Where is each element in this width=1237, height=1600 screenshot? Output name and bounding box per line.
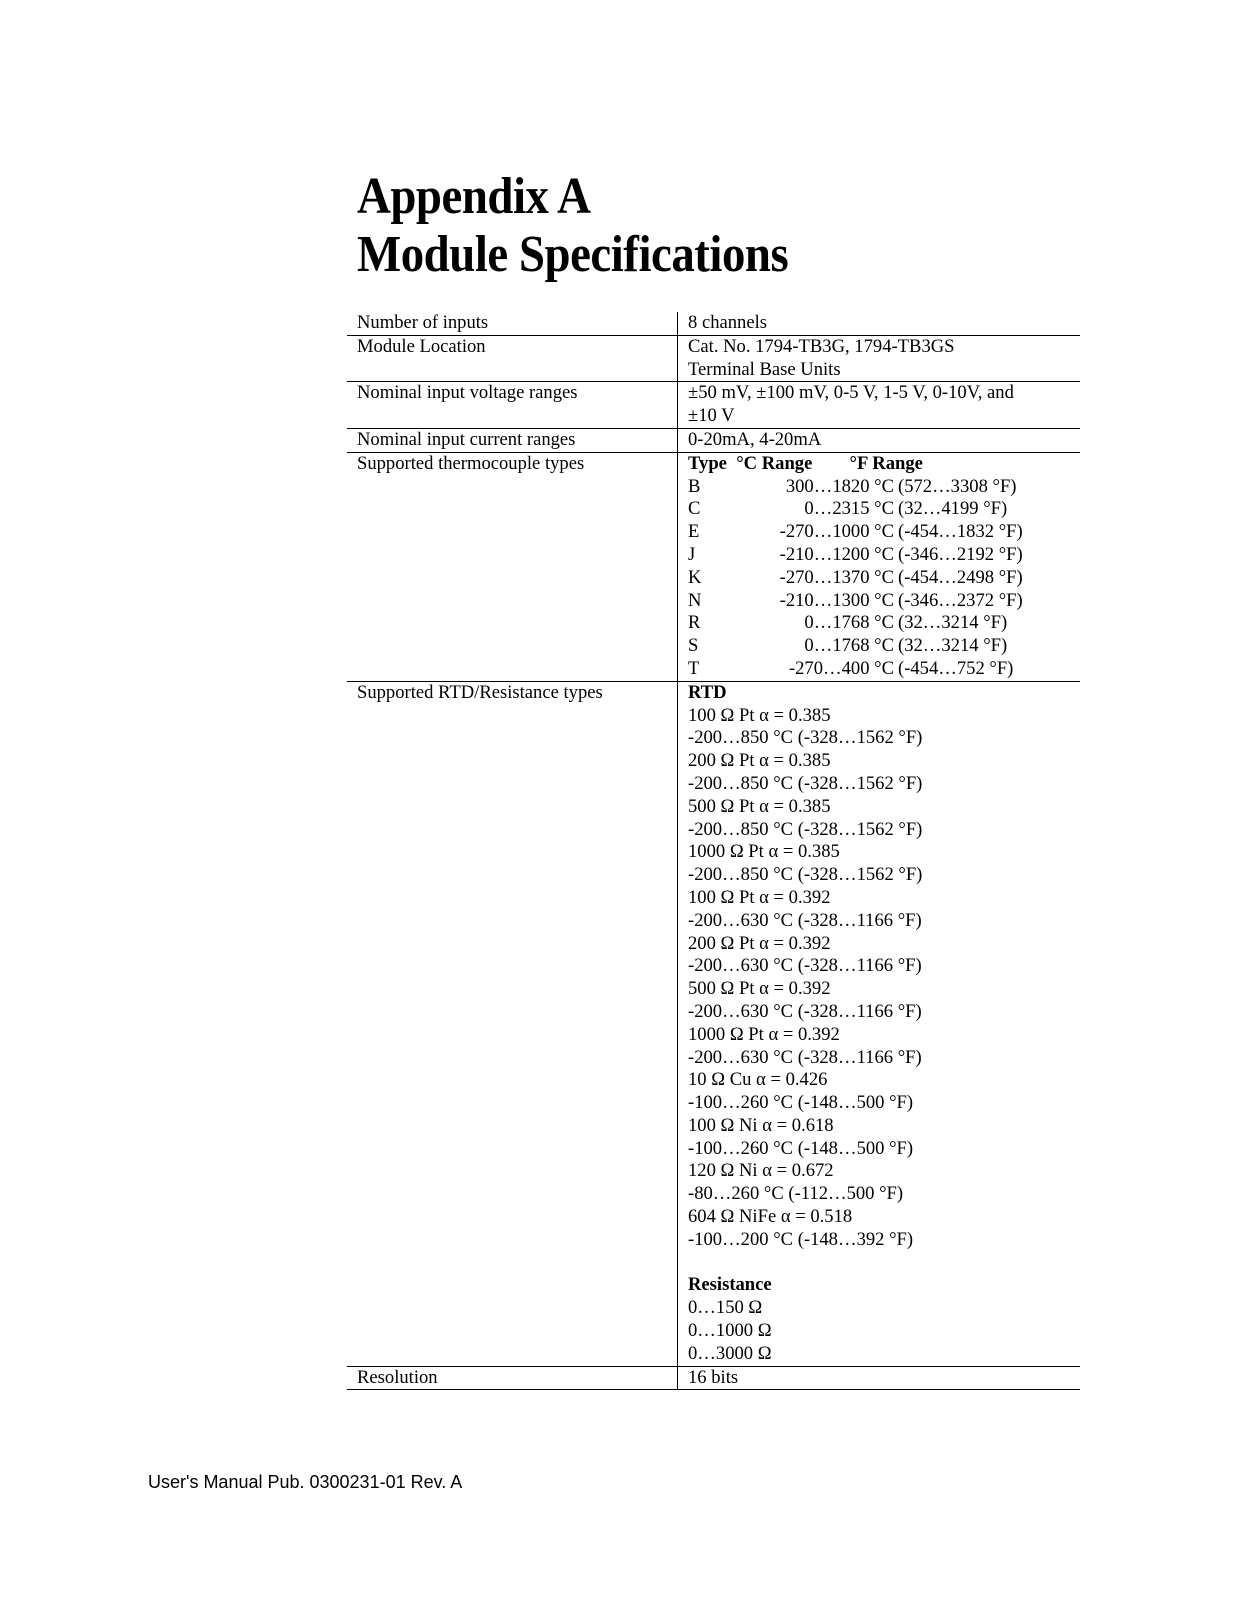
title-line-2: Module Specifications <box>357 226 789 283</box>
thermocouple-header: Type °C Range °F Range <box>688 452 923 474</box>
value-line: ±50 mV, ±100 mV, 0-5 V, 1-5 V, 0-10V, and <box>688 382 1014 404</box>
thermocouple-type: J <box>688 543 696 565</box>
value-line: ±10 V <box>688 405 735 427</box>
thermocouple-celsius-range: 300…1820 °C <box>785 475 894 497</box>
rtd-line: -200…850 °C (-328…1562 °F) <box>688 727 923 749</box>
row-value: 0-20mA, 4-20mA <box>678 428 1081 452</box>
value-line: Terminal Base Units <box>688 358 841 380</box>
thermocouple-fahrenheit-range: (32…3214 °F) <box>898 635 1008 657</box>
row-value <box>678 382 1081 429</box>
thermocouple-row <box>688 567 1080 590</box>
rtd-line: 500 Ω Pt α = 0.392 <box>688 978 831 1000</box>
table-row <box>347 428 1080 452</box>
row-label: Nominal input voltage ranges <box>357 382 578 404</box>
thermocouple-row <box>688 476 1080 499</box>
rtd-line: -200…850 °C (-328…1562 °F) <box>688 772 923 794</box>
resistance-line: 0…1000 Ω <box>688 1320 772 1342</box>
thermocouple-fahrenheit-range: (572…3308 °F) <box>898 475 1017 497</box>
thermocouple-fahrenheit-range: (32…3214 °F) <box>898 612 1008 634</box>
thermocouple-celsius-range: -270…1000 °C <box>779 521 894 543</box>
thermocouple-fahrenheit-range: (-346…2192 °F) <box>898 543 1023 565</box>
thermocouple-celsius-range: 0…1768 °C <box>804 635 894 657</box>
spec-table <box>347 312 1080 1390</box>
thermocouple-row <box>688 498 1080 521</box>
table-row <box>347 312 1080 335</box>
table-row <box>347 335 1080 382</box>
rtd-line: 100 Ω Pt α = 0.392 <box>688 886 831 908</box>
rtd-line: 1000 Ω Pt α = 0.385 <box>688 841 840 863</box>
thermocouple-celsius-range: 0…1768 °C <box>804 612 894 634</box>
thermocouple-row <box>688 635 1080 658</box>
rtd-line: 200 Ω Pt α = 0.392 <box>688 932 831 954</box>
thermocouple-fahrenheit-range: (32…4199 °F) <box>898 498 1008 520</box>
rtd-line: -200…630 °C (-328…1166 °F) <box>688 909 922 931</box>
thermocouple-row <box>688 612 1080 635</box>
thermocouple-fahrenheit-range: (-454…2498 °F) <box>898 566 1023 588</box>
resistance-line: 0…150 Ω <box>688 1297 763 1319</box>
rtd-line: 100 Ω Ni α = 0.618 <box>688 1114 834 1136</box>
rtd-line: -100…260 °C (-148…500 °F) <box>688 1137 914 1159</box>
rtd-header: RTD <box>688 681 727 703</box>
rtd-line: -200…630 °C (-328…1166 °F) <box>688 1046 922 1068</box>
rtd-line: 10 Ω Cu α = 0.426 <box>688 1069 828 1091</box>
rtd-line: -200…850 °C (-328…1562 °F) <box>688 818 923 840</box>
thermocouple-row <box>688 658 1080 681</box>
row-label: Number of inputs <box>357 312 489 333</box>
rtd-line: -200…630 °C (-328…1166 °F) <box>688 1000 922 1022</box>
thermocouple-type: B <box>688 475 701 497</box>
resistance-line: 0…3000 Ω <box>688 1342 772 1364</box>
thermocouple-celsius-range: -270…1370 °C <box>779 566 894 588</box>
thermocouple-row <box>688 521 1080 544</box>
thermocouple-row <box>688 590 1080 613</box>
resistance-header: Resistance <box>688 1274 772 1296</box>
row-label: Module Location <box>357 335 486 357</box>
thermocouple-type: E <box>688 521 700 543</box>
rtd-line: 200 Ω Pt α = 0.385 <box>688 750 831 772</box>
thermocouple-celsius-range: -270…400 °C <box>788 657 894 679</box>
table-row <box>347 452 1080 681</box>
thermocouple-fahrenheit-range: (-454…1832 °F) <box>898 521 1023 543</box>
rtd-line: 120 Ω Ni α = 0.672 <box>688 1160 834 1182</box>
rtd-line: 1000 Ω Pt α = 0.392 <box>688 1023 840 1045</box>
row-value <box>678 335 1081 382</box>
row-value: 16 bits <box>678 1366 1081 1390</box>
spacer <box>688 1252 1080 1275</box>
thermocouple-type: S <box>688 635 699 657</box>
thermocouple-type: K <box>688 566 702 588</box>
page-title <box>357 168 836 284</box>
thermocouple-type: N <box>688 589 702 611</box>
rtd-line: -200…630 °C (-328…1166 °F) <box>688 955 922 977</box>
rtd-line: 100 Ω Pt α = 0.385 <box>688 704 831 726</box>
thermocouple-type: R <box>688 612 701 634</box>
row-label: Nominal input current ranges <box>357 428 576 450</box>
rtd-line: -100…260 °C (-148…500 °F) <box>688 1092 914 1114</box>
thermocouple-row <box>688 544 1080 567</box>
rtd-line: -200…850 °C (-328…1562 °F) <box>688 864 923 886</box>
value-line: Cat. No. 1794-TB3G, 1794-TB3GS <box>688 335 955 357</box>
row-value <box>678 681 1081 1366</box>
row-label: Resolution <box>357 1366 438 1388</box>
thermocouple-celsius-range: -210…1200 °C <box>779 543 894 565</box>
rtd-line: 500 Ω Pt α = 0.385 <box>688 795 831 817</box>
rtd-line: -80…260 °C (-112…500 °F) <box>688 1183 904 1205</box>
rtd-list <box>688 705 1080 1252</box>
thermocouple-celsius-range: 0…2315 °C <box>804 498 894 520</box>
thermocouple-fahrenheit-range: (-454…752 °F) <box>898 657 1014 679</box>
table-row <box>347 382 1080 429</box>
thermocouple-type: T <box>688 657 700 679</box>
thermocouple-list <box>688 476 1080 681</box>
title-line-1: Appendix A <box>357 168 591 225</box>
resistance-list <box>688 1297 1080 1365</box>
row-value <box>678 452 1081 681</box>
row-label: Supported RTD/Resistance types <box>357 681 603 703</box>
rtd-line: 604 Ω NiFe α = 0.518 <box>688 1206 853 1228</box>
page-footer: User's Manual Pub. 0300231-01 Rev. A <box>148 1472 463 1492</box>
thermocouple-celsius-range: -210…1300 °C <box>779 589 894 611</box>
rtd-line: -100…200 °C (-148…392 °F) <box>688 1228 914 1250</box>
table-row <box>347 1366 1080 1390</box>
thermocouple-type: C <box>688 498 701 520</box>
row-value: 8 channels <box>678 312 1081 335</box>
thermocouple-fahrenheit-range: (-346…2372 °F) <box>898 589 1023 611</box>
table-row <box>347 681 1080 1366</box>
row-label: Supported thermocouple types <box>357 452 585 474</box>
